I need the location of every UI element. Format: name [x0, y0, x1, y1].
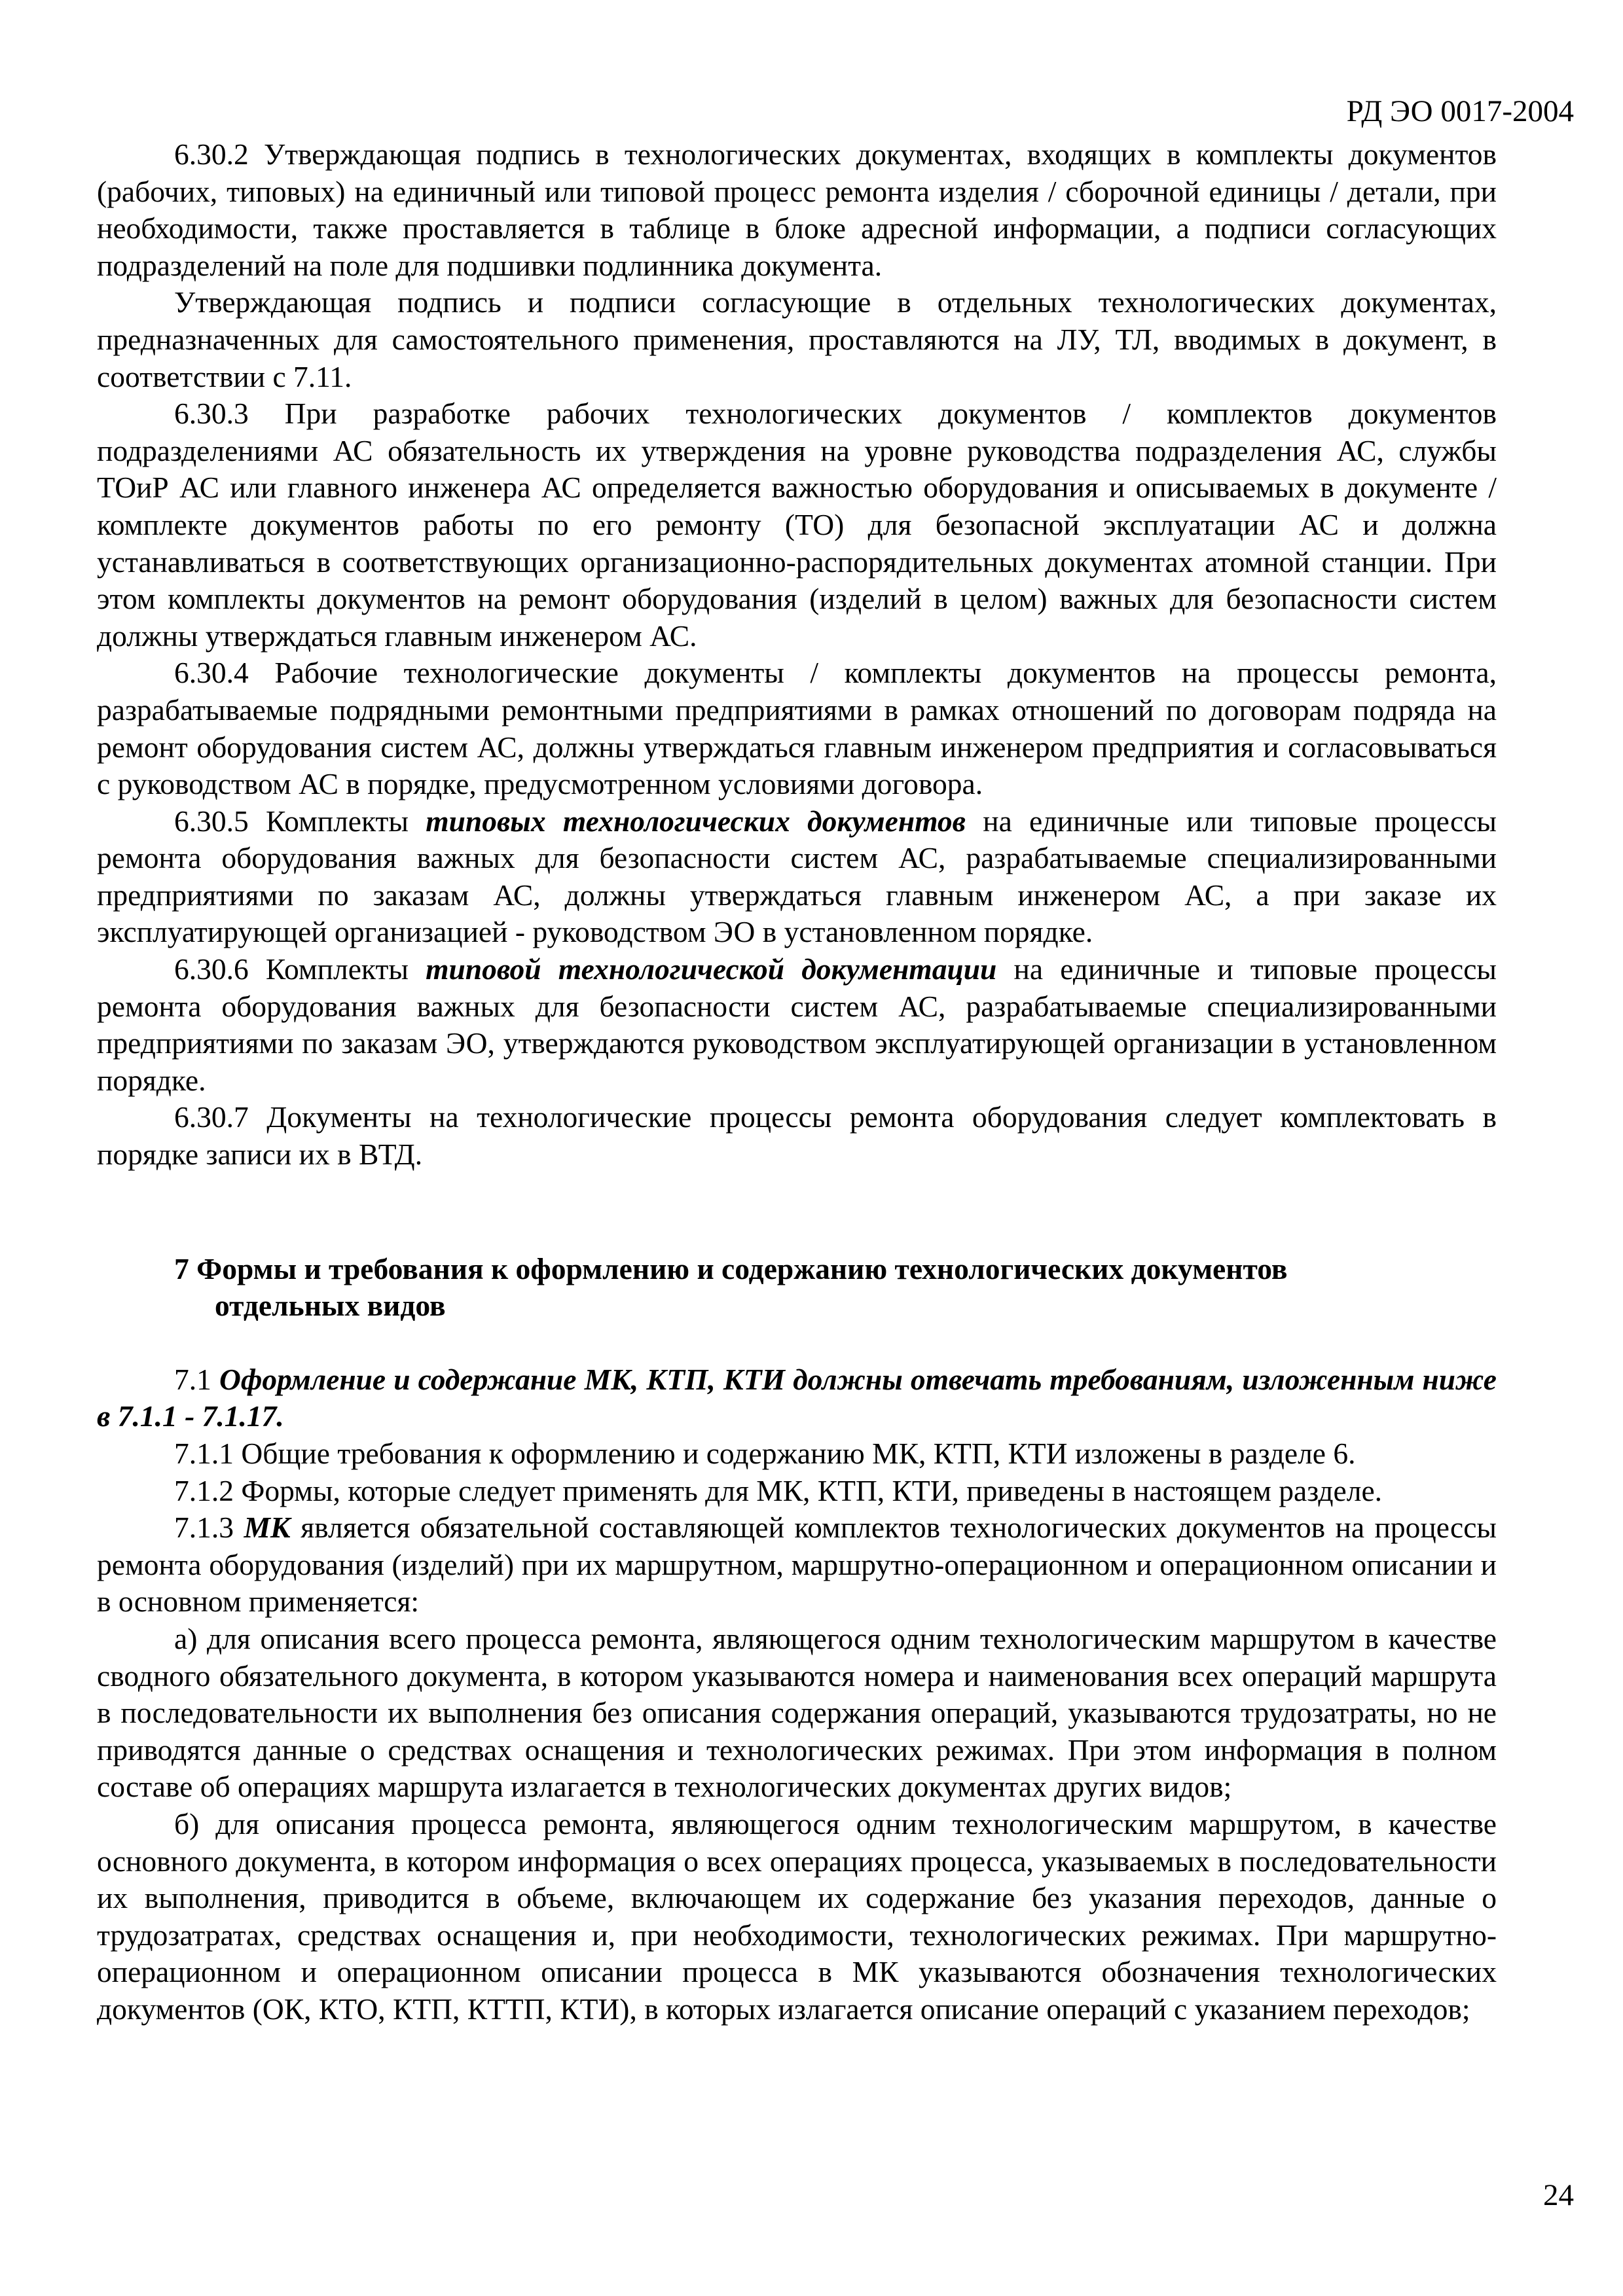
page-number: 24 [1543, 2178, 1574, 2212]
paragraph-lead: 6.30.6 Комплекты [174, 952, 426, 986]
heading-spacer [97, 1325, 1497, 1361]
emphasis-text: типовых технологических документов [426, 804, 966, 838]
document-code: РД ЭО 0017-2004 [1346, 94, 1574, 128]
paragraph-rest: является обязательной составляющей комплектов технологических документов на процессы ремонта оборудования (изделий) при их маршрутном, маршрутно-операционном и операционном описании и в основном применяется: [97, 1511, 1497, 1619]
emphasis-text: Оформление и содержание МК, КТП, КТИ должны отвечать требованиям, изложенным ниже в 7.1.1 - 7.1.17. [97, 1362, 1497, 1433]
section-heading-line-1: 7 Формы и требования к оформлению и содержанию технологических документов [174, 1251, 1288, 1285]
section-7-heading [97, 1251, 1497, 1325]
paragraph-6-30-7: 6.30.7 Документы на технологические процессы ремонта оборудования следует комплектовать в порядке записи их в ВТД. [97, 1100, 1497, 1172]
paragraph-rest: на единичные и типовые процессы ремонта оборудования важных для безопасности систем АС, разрабатываемые специализированными предприятиями по заказам ЭО, утверждаются руководством эксплуатирующей организации в установленном порядке. [97, 952, 1497, 1097]
paragraph-7-1 [97, 1361, 1497, 1435]
paragraph-lead: 7.1 [174, 1362, 219, 1396]
paragraph-6-30-5 [97, 803, 1497, 951]
paragraph-approval-signatures: Утверждающая подпись и подписи согласующие в отдельных технологических документах, предназначенных для самостоятельного применения, проставляются на ЛУ, ТЛ, вводимых в документ, в соответствии с 7.11. [97, 285, 1497, 393]
paragraph-lead: 6.30.5 Комплекты [174, 804, 426, 838]
emphasis-text: МК [244, 1511, 291, 1545]
document-body [97, 136, 1497, 2028]
paragraph-7-1-1: 7.1.1 Общие требования к оформлению и содержанию МК, КТП, КТИ изложены в разделе 6. [174, 1437, 1356, 1470]
paragraph-6-30-4: 6.30.4 Рабочие технологические документы / комплекты документов на процессы ремонта, разрабатываемые подрядными ремонтными предприятиями в рамках отношений по договорам подряда на ремонт оборудования систем АС, должны утверждаться главным инженером предприятия и согласовываться с руководством АС в порядке, предусмотренном условиями договора. [97, 656, 1497, 801]
paragraph-lead: 7.1.3 [174, 1511, 244, 1545]
list-item-a: а) для описания всего процесса ремонта, являющегося одним технологическим маршрутом в качестве сводного обязательного документа, в котором указываются номера и наименования всех операций маршрута в последовательности их выполнения без описания содержания операций, указываются трудозатраты, но не приводятся данные о средствах оснащения и технологических режимах. При этом информация в полном составе об операциях маршрута излагается в технологических документах других видов; [97, 1621, 1497, 1804]
paragraph-rest: на единичные или типовые процессы ремонта оборудования важных для безопасности систем АС, разрабатываемые специализированными предприятиями по заказам АС, должны утверждаться главным инженером АС, а при заказе их эксплуатирующей организацией - руководством ЭО в установленном порядке. [97, 804, 1497, 949]
paragraph-6-30-2: 6.30.2 Утверждающая подпись в технологических документах, входящих в комплекты документов (рабочих, типовых) на единичный или типовой процесс ремонта изделия / сборочной единицы / детали, при необходимости, также проставляется в таблице в блоке адресной информации, а подписи согласующих подразделений на поле для подшивки подлинника документа. [97, 137, 1497, 282]
paragraph-6-30-6 [97, 951, 1497, 1099]
emphasis-text: типовой технологической документации [426, 952, 997, 986]
paragraph-7-1-2: 7.1.2 Формы, которые следует применять для МК, КТП, КТИ, приведены в настоящем разделе. [174, 1473, 1383, 1507]
paragraph-7-1-3 [97, 1509, 1497, 1621]
paragraph-6-30-3: 6.30.3 При разработке рабочих технологических документов / комплектов документов подразделениями АС обязательность их утверждения на уровне руководства подразделения АС, службы ТОиР АС или главного инженера АС определяется важностью оборудования и описываемых в документе / комплекте документов работы по его ремонту (ТО) для безопасной эксплуатации АС и должна устанавливаться в соответствующих организационно-распорядительных документах атомной станции. При этом комплекты документов на ремонт оборудования (изделий в целом) важных для безопасности систем должны утверждаться главным инженером АС. [97, 397, 1497, 653]
list-item-b: б) для описания процесса ремонта, являющегося одним технологическим маршрутом, в качестве основного документа, в котором информация о всех операциях процесса, указываемых в последовательности их выполнения, приводится в объеме, включающем их содержание без указания переходов, данные о трудозатратах, средствах оснащения и, при необходимости, технологических режимах. При маршрутно-операционном и операционном описании процесса в МК указываются обозначения технологических документов (ОК, КТО, КТП, КТТП, КТИ), в которых излагается описание операций с указанием переходов; [97, 1806, 1497, 2026]
section-heading-line-2: отдельных видов [215, 1289, 446, 1323]
